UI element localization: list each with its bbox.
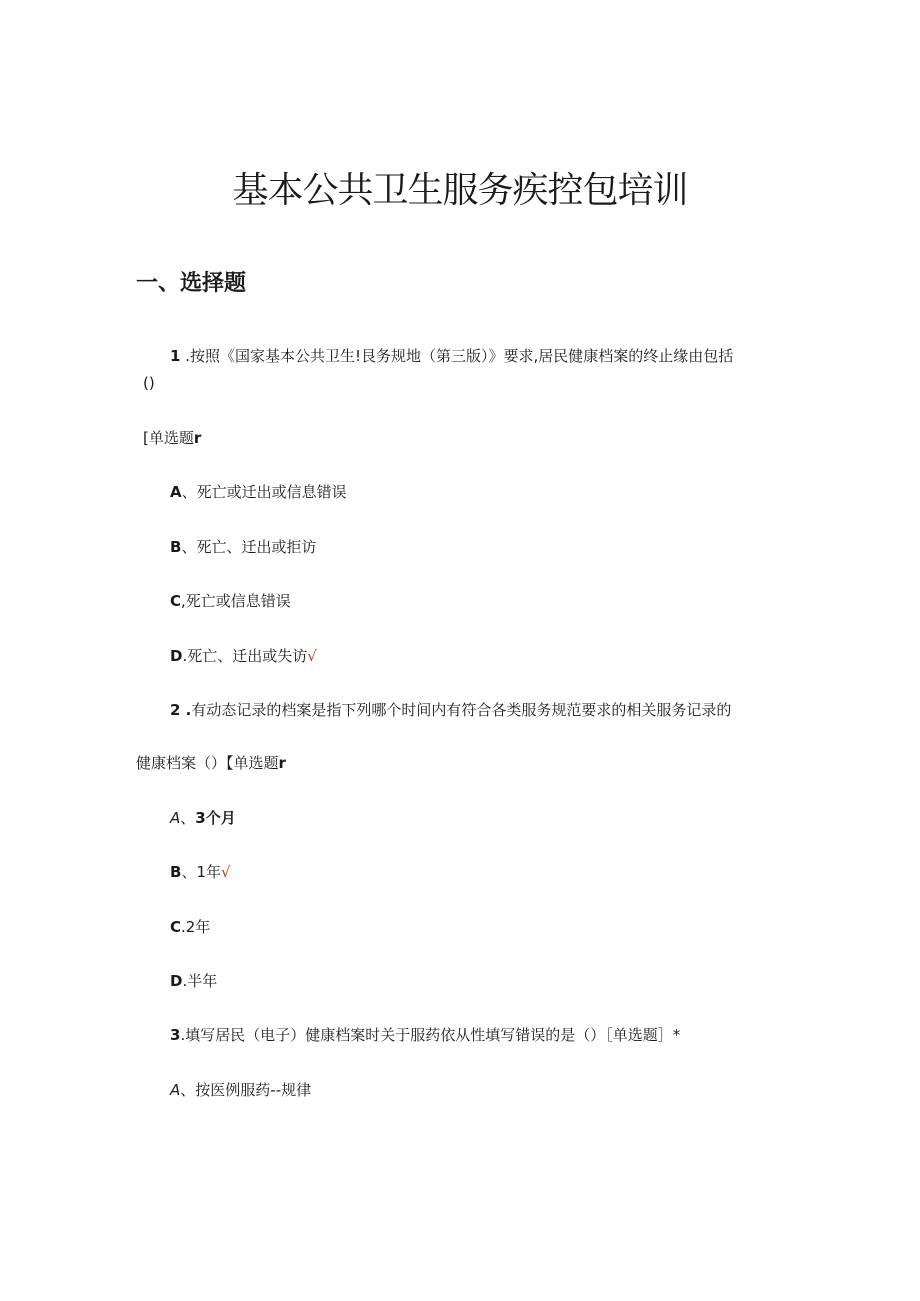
question-2-continuation: 健康档案（）【单选题r xyxy=(136,754,286,772)
option-a[interactable]: A、死亡或迁出或信息错误 xyxy=(170,483,347,501)
question-1-continuation: () xyxy=(143,374,155,392)
correct-check-icon: √ xyxy=(307,647,317,665)
question-number: 2 xyxy=(170,701,181,719)
correct-check-icon: √ xyxy=(221,863,231,881)
option-b[interactable]: B、1年√ xyxy=(170,863,231,881)
option-c[interactable]: C,死亡或信息错误 xyxy=(170,592,291,610)
question-2: 2 .有动态记录的档案是指下列哪个时间内有符合各类服务规范要求的相关服务记录的 xyxy=(170,701,732,719)
option-d[interactable]: D.半年 xyxy=(170,972,218,990)
document-title: 基本公共卫生服务疾控包培训 xyxy=(232,170,688,211)
option-b[interactable]: B、死亡、迁出或拒访 xyxy=(170,538,317,556)
question-3 xyxy=(170,1025,680,1045)
question-text: .按照《国家基本公共卫生!艮务规地（第三版）》要求,居民健康档案的终止缘由包括 xyxy=(180,347,734,365)
option-d[interactable]: D.死亡、迁出或失访√ xyxy=(170,647,317,665)
option-a[interactable]: A、3个月 xyxy=(170,809,236,827)
question-text: 有动态记录的档案是指下列哪个时间内有符合各类服务规范要求的相关服务记录的 xyxy=(191,701,732,719)
question-number: 1 xyxy=(170,347,181,365)
question-1-type: [单选题r xyxy=(143,429,202,447)
question-1 xyxy=(170,346,733,366)
question-text: .填写居民（电子）健康档案时关于服药依从性填写错误的是（）［单选题］* xyxy=(180,1026,681,1044)
section-heading: 一、选择题 xyxy=(136,271,247,296)
option-a[interactable]: A、按医例服药--规律 xyxy=(170,1081,312,1099)
question-number: 3 xyxy=(170,1026,181,1044)
option-c[interactable]: C.2年 xyxy=(170,918,211,936)
